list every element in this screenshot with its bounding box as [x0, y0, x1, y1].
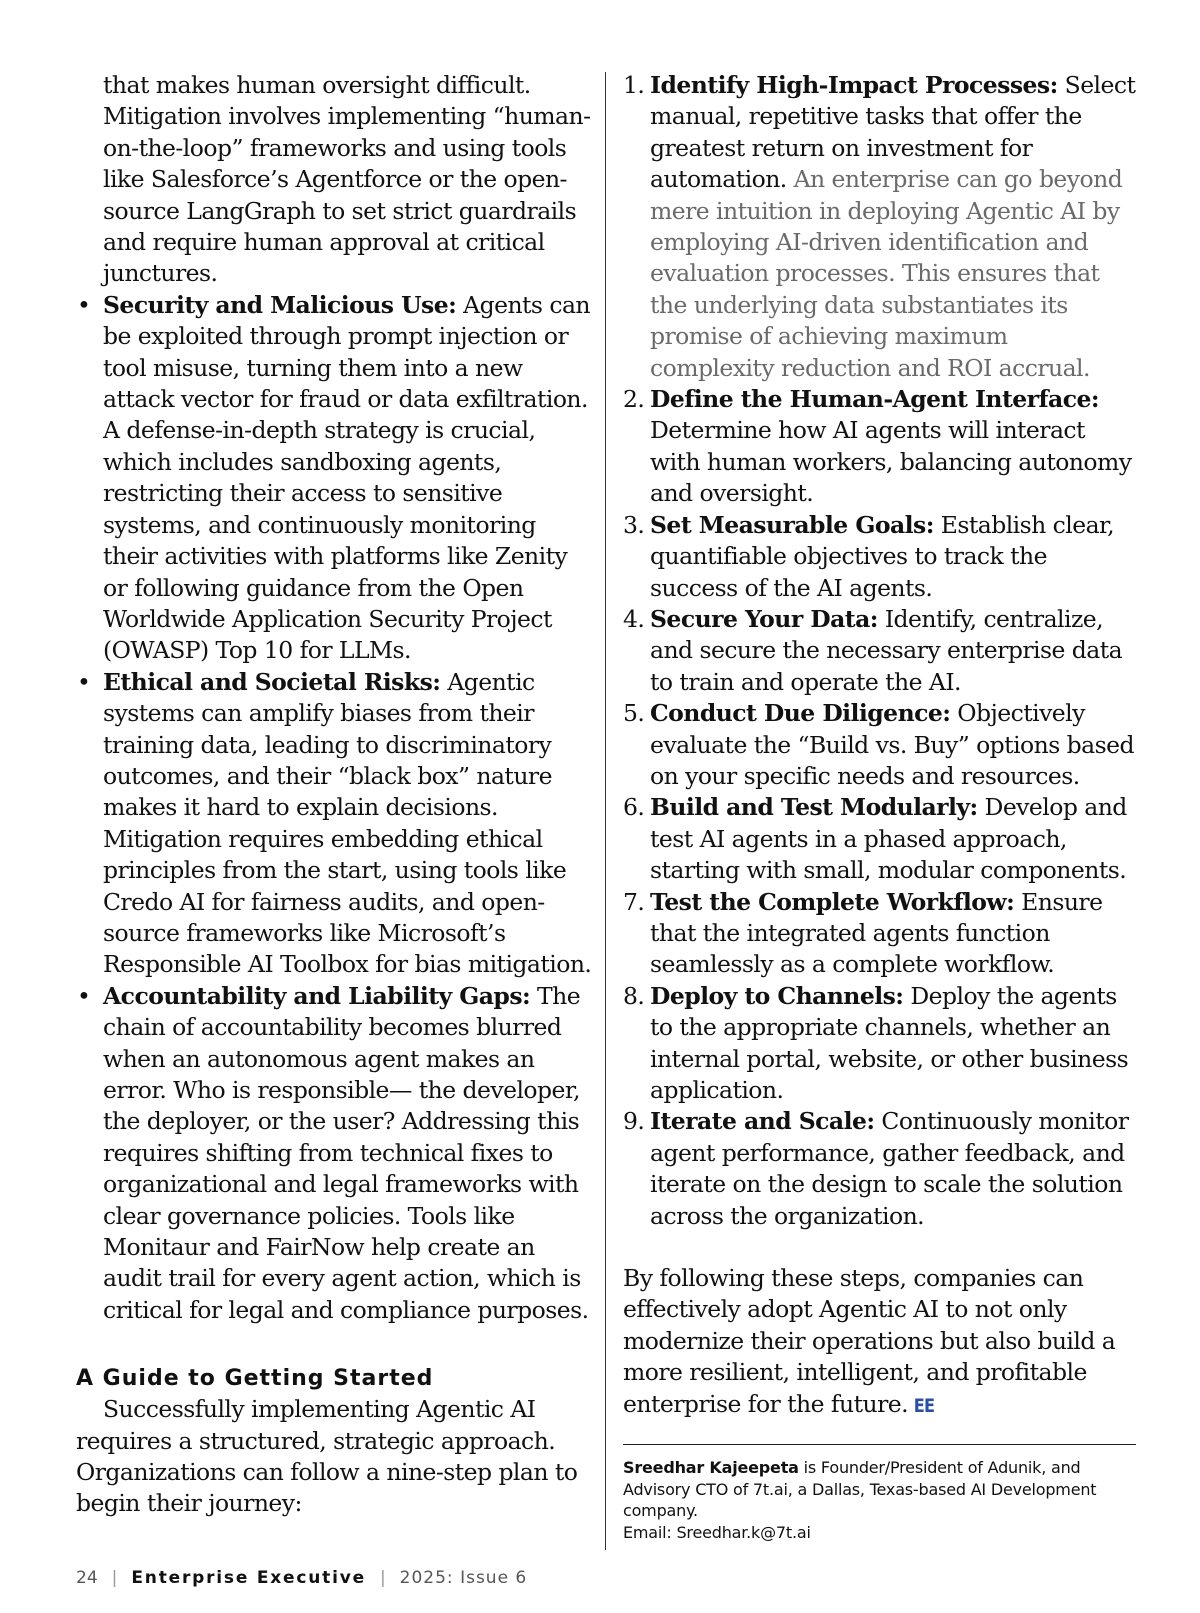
- step-item: [623, 981, 1136, 1107]
- footer-separator: |: [111, 1568, 118, 1588]
- author-bio: [623, 1457, 1136, 1543]
- magazine-name: Enterprise Executive: [131, 1568, 366, 1588]
- closing-text: By following these steps, companies can effectively adopt Agentic AI to not only modernize their operations but also build a more resilient, intelligent, and profitable enterprise for the future.: [623, 1264, 1116, 1418]
- nine-step-list: [623, 70, 1136, 1232]
- bullet-item: [76, 981, 596, 1326]
- step-text: Deploy the agents to the appropriate channels, whether an internal portal, website, or other business application.: [650, 981, 1129, 1104]
- closing-paragraph: [623, 1263, 1136, 1422]
- section-intro: Successfully implementing Agentic AI requires a structured, strategic approach. Organizations can follow a nine-step plan to begin their journey:: [76, 1395, 578, 1518]
- author-description: is Founder/President of Adunik, and Advisory CTO of 7t.ai, a Dallas, Texas-based AI Development company.: [623, 1458, 1097, 1521]
- step-title: Iterate and Scale:: [650, 1107, 875, 1136]
- step-text: Ensure that the integrated agents function seamlessly as a complete workflow.: [650, 887, 1103, 979]
- bullet-title: Accountability and Liability Gaps:: [103, 981, 531, 1010]
- author-name: Sreedhar Kajeepeta: [623, 1458, 799, 1478]
- bullet-dot: •: [77, 290, 91, 319]
- step-number: 7.: [623, 887, 645, 916]
- step-number: 2.: [623, 385, 645, 414]
- step-title: Secure Your Data:: [650, 604, 878, 633]
- step-text: Develop and test AI agents in a phased approach, starting with small, modular components.: [650, 793, 1127, 885]
- bullet-dot: •: [77, 667, 91, 696]
- step-number: 5.: [623, 699, 645, 728]
- step-number: 3.: [623, 510, 645, 539]
- step-item: [623, 510, 1136, 604]
- bullet-text: Agentic systems can amplify biases from their training data, leading to discriminatory outcomes, and their “black box” nature makes it hard to explain decisions. Mitigation requires embedding ethical principles from the start, using tools like Credo AI for fairness audits, and open-source frameworks like Microsoft’s Responsible AI Toolbox for bias mitigation.: [103, 667, 592, 979]
- step-title: Define the Human-Agent Interface:: [650, 385, 1100, 414]
- author-email[interactable]: Email: Sreedhar.k@7t.ai: [623, 1522, 811, 1542]
- step-item: [623, 384, 1136, 510]
- step-item: [623, 792, 1136, 886]
- step-gray-note: An enterprise can go beyond mere intuition in deploying Agentic AI by employing AI-driven identification and evaluation processes. This ensures that the underlying data substantiates its promise of achieving maximum complexity reduction and ROI accrual.: [650, 165, 1123, 382]
- column-divider: [605, 72, 606, 1550]
- step-text: Objectively evaluate the “Build vs. Buy” options based on your specific needs and resources.: [650, 699, 1134, 790]
- step-number: 8.: [623, 981, 645, 1010]
- step-number: 9.: [623, 1107, 645, 1136]
- step-text: Identify, centralize, and secure the necessary enterprise data to train and operate the AI.: [650, 604, 1123, 696]
- left-column: [76, 70, 596, 1520]
- step-title: Build and Test Modularly:: [650, 793, 978, 822]
- step-item: [623, 70, 1136, 384]
- step-item: [623, 698, 1136, 792]
- step-number: 6.: [623, 793, 645, 822]
- section-heading: A Guide to Getting Started: [76, 1366, 434, 1392]
- bullet-text: Agents can be exploited through prompt injection or tool misuse, turning them into a new attack vector for fraud or data exfiltration. A defense-in-depth strategy is crucial, which includes sandboxing agents, restricting their access to sensitive systems, and continuously monitoring their activities with platforms like Zenity or following guidance from the Open Worldwide Application Security Project (OWASP) Top 10 for LLMs.: [103, 290, 591, 665]
- step-text: Establish clear, quantifiable objectives to track the success of the AI agents.: [650, 510, 1115, 602]
- risk-bullet-list: [76, 290, 596, 1326]
- step-title: Test the Complete Workflow:: [650, 887, 1015, 916]
- bullet-title: Ethical and Societal Risks:: [103, 667, 441, 696]
- ee-end-mark-icon: EE: [913, 1394, 935, 1417]
- step-item: [623, 887, 1136, 981]
- step-title: Set Measurable Goals:: [650, 510, 934, 539]
- step-item: [623, 604, 1136, 698]
- bullet-text: The chain of accountability becomes blurred when an autonomous agent makes an error. Who is responsible— the developer, the deployer, or the user? Addressing this requires shifting from technical fixes to organizational and legal frameworks with clear governance policies. Tools like Monitaur and FairNow help create an audit trail for every agent action, which is critical for legal and compliance purposes.: [103, 981, 589, 1324]
- bio-rule: [623, 1444, 1136, 1445]
- step-title: Conduct Due Diligence:: [650, 699, 951, 728]
- bullet-title: Security and Malicious Use:: [103, 290, 457, 319]
- page-number: 24: [76, 1568, 98, 1588]
- bullet-item: [76, 667, 596, 981]
- issue-label: 2025: Issue 6: [399, 1568, 528, 1588]
- bullet-item: [76, 290, 596, 667]
- step-number: 1.: [623, 71, 645, 99]
- step-title: Deploy to Channels:: [650, 981, 904, 1010]
- step-text: Determine how AI agents will interact with human workers, balancing autonomy and oversight.: [650, 416, 1132, 508]
- bullet-dot: •: [77, 981, 91, 1010]
- right-column: [623, 70, 1136, 1543]
- page-footer: [76, 1568, 527, 1588]
- step-item: [623, 1106, 1136, 1232]
- footer-separator: |: [379, 1568, 386, 1588]
- continued-paragraph: that makes human oversight difficult. Mitigation involves implementing “human-on-the-loop” frameworks and using tools like Salesforce’s Agentforce or the open-source LangGraph to set strict guardrails and require human approval at critical junctures.: [103, 71, 591, 288]
- step-title: Identify High-Impact Processes:: [650, 71, 1058, 99]
- step-text: Continuously monitor agent performance, gather feedback, and iterate on the design to scale the solution across the organization.: [650, 1107, 1129, 1230]
- step-number: 4.: [623, 604, 645, 633]
- step-text: Select manual, repetitive tasks that offer the greatest return on investment for automation.: [650, 71, 1136, 194]
